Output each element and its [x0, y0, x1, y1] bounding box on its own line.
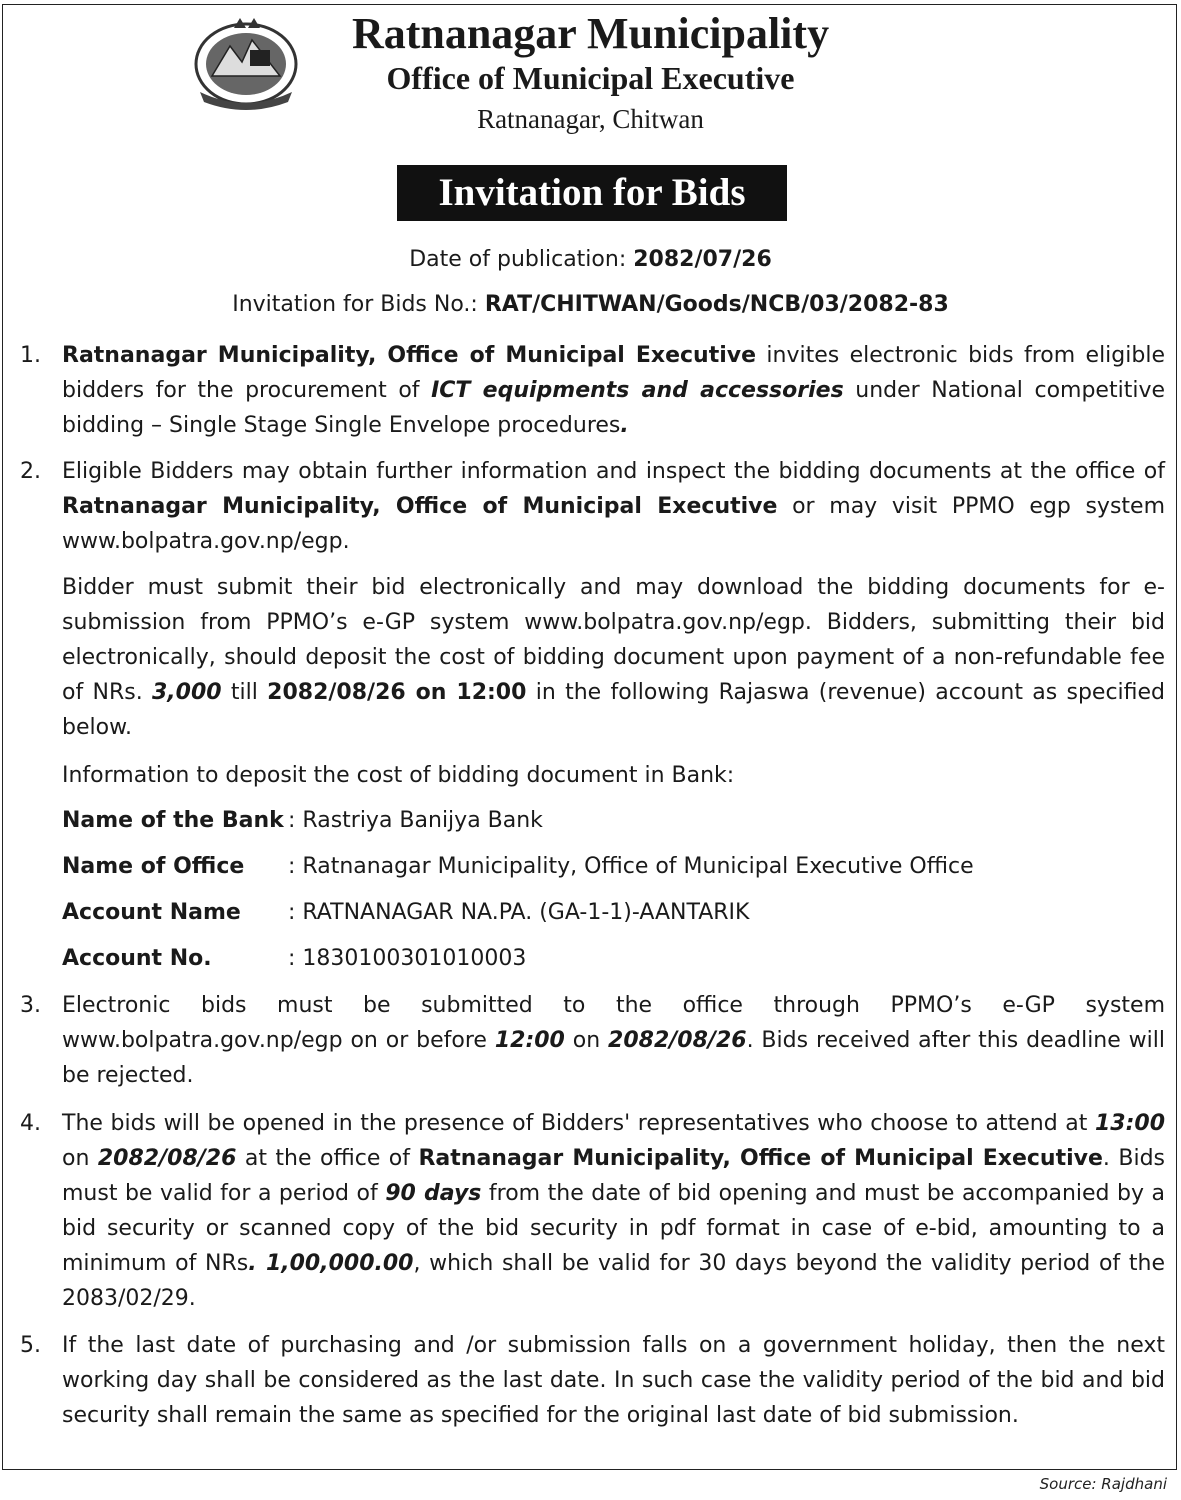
clause-4-org: Ratnanagar Municipality, Office of Municipal Executive	[418, 1146, 1103, 1171]
clause-2-text-a: Eligible Bidders may obtain further information and inspect the bidding documents at the office of	[62, 459, 1165, 484]
clause-2-text-b: or may visit PPMO egp system www.bolpatra.gov.np/egp.	[62, 494, 1165, 554]
clause-2b-text-b: till	[221, 680, 268, 705]
clause-number: 4.	[20, 1111, 41, 1136]
clause-3-text-c: . Bids received after this deadline will be rejected.	[62, 1028, 1165, 1088]
clause-4	[20, 1106, 1165, 1316]
clause-1-goods: ICT equipments and accessories	[431, 378, 844, 403]
account-name-value: : RATNANAGAR NA.PA. (GA-1-1)-AANTARIK	[288, 900, 750, 925]
municipality-title: Ratnanagar Municipality	[351, 9, 830, 58]
clause-1-dot: .	[620, 413, 629, 438]
clause-3-text-b: on	[564, 1028, 609, 1053]
clause-2b-text-c: in the following Rajaswa (revenue) account as specified below.	[62, 680, 1166, 740]
bank-name-value: : Rastriya Banijya Bank	[288, 808, 543, 833]
account-name-label: Account Name	[62, 900, 241, 925]
ifb-number-line	[0, 292, 1181, 317]
clause-number: 5.	[20, 1333, 41, 1358]
bid-validity-days: 90 days	[385, 1181, 482, 1206]
office-name-value: : Ratnanagar Municipality, Office of Municipal Executive Office	[288, 854, 974, 879]
clause-number: 1.	[20, 343, 41, 368]
publication-date-line	[0, 247, 1181, 272]
clause-3	[20, 988, 1165, 1093]
clause-4-text-d: . Bids must be valid for a period of	[62, 1146, 1166, 1206]
clause-number: 2.	[20, 459, 41, 484]
opening-date: 2082/08/26	[97, 1146, 237, 1171]
ifb-number-label: Invitation for Bids No.:	[232, 292, 485, 317]
clause-1-text-a: invites electronic bids from eligible bidders for the procurement of	[62, 343, 1165, 403]
account-number-value: : 1830100301010003	[288, 946, 527, 971]
clause-number: 3.	[20, 993, 41, 1018]
bank-name-label: Name of the Bank	[62, 808, 284, 833]
opening-time: 13:00	[1094, 1111, 1165, 1136]
clause-2	[20, 454, 1165, 559]
clause-4-text-e: from the date of bid opening and must be accompanied by a bid security or scanned copy of the bid security in pdf format in case of e-bid, amounting to a minimum of NRs	[62, 1181, 1165, 1276]
notice-banner: Invitation for Bids	[397, 165, 787, 221]
clause-4-text-a: The bids will be opened in the presence of Bidders' representatives who choose to attend at	[62, 1111, 1095, 1136]
office-name-label: Name of Office	[62, 854, 245, 879]
clause-2-org: Ratnanagar Municipality, Office of Municipal Executive	[62, 494, 778, 519]
source-credit: Source: Rajdhani	[1039, 1475, 1167, 1493]
submission-date: 2082/08/26	[608, 1028, 747, 1053]
bank-info-intro: Information to deposit the cost of bidding document in Bank:	[62, 763, 735, 788]
clause-1-text-b: under National competitive bidding – Single Stage Single Envelope procedures	[62, 378, 1166, 438]
clause-5-text: If the last date of purchasing and /or submission falls on a government holiday, then the next working day shall be considered as the last date. In such case the validity period of the bid and bid security shall remain the same as specified for the original last date of bid submission.	[62, 1333, 1165, 1428]
clause-1-org: Ratnanagar Municipality, Office of Municipal Executive	[62, 343, 757, 368]
clause-4-text-f: , which shall be valid for 30 days beyond the validity period of the 2083/02/29.	[62, 1251, 1165, 1311]
office-title: Office of Municipal Executive	[386, 60, 795, 96]
ifb-number: RAT/CHITWAN/Goods/NCB/03/2082-83	[484, 292, 949, 317]
fee-deadline: 2082/08/26 on 12:00	[267, 680, 527, 705]
clause-5	[20, 1328, 1165, 1433]
clause-2b-text-a: Bidder must submit their bid electronically and may download the bidding documents for e-submission from PPMO’s e-GP system www.bolpatra.gov.np/egp. Bidders, submitting their bid electronically, should deposit the cost of bidding document upon payment of a non-refundable fee of NRs.	[62, 575, 1165, 705]
clause-3-text-a: Electronic bids must be submitted to the office through PPMO’s e-GP system www.bolpatra.gov.np/egp on or before	[62, 993, 1165, 1053]
publication-date: 2082/07/26	[633, 247, 772, 272]
clause-1	[20, 338, 1165, 443]
publication-date-label: Date of publication:	[409, 247, 634, 272]
document-fee: 3,000	[152, 680, 222, 705]
account-number-label: Account No.	[62, 946, 212, 971]
clause-4-text-b: on	[62, 1146, 98, 1171]
office-location: Ratnanagar, Chitwan	[477, 104, 704, 134]
clause-2-submission	[62, 570, 1165, 745]
bid-security-amount: . 1,00,000.00	[248, 1251, 414, 1276]
submission-time: 12:00	[494, 1028, 565, 1053]
clause-4-text-c: at the office of	[236, 1146, 419, 1171]
